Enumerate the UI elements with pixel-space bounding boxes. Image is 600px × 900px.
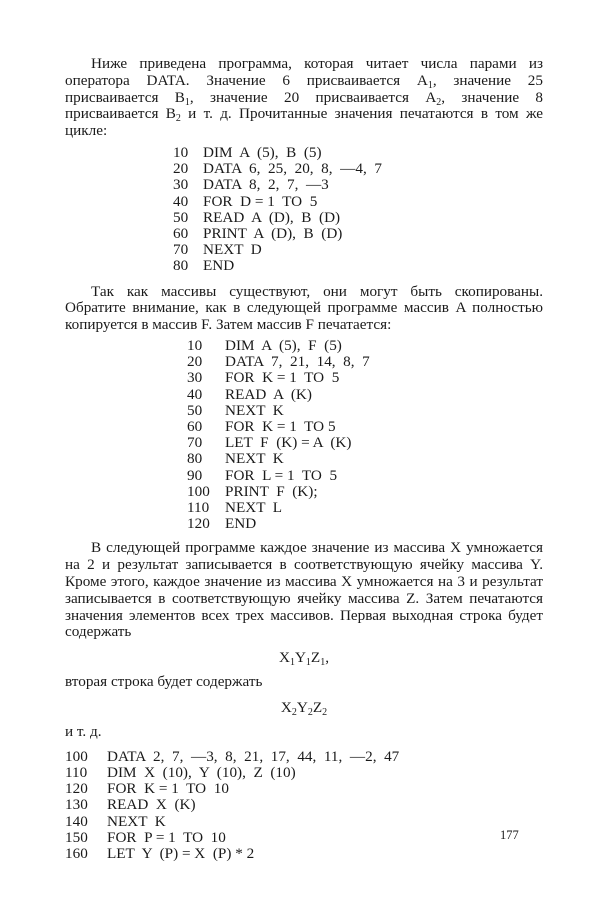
code-statement: DATA 6, 25, 20, 8, —4, 7 xyxy=(203,160,382,178)
code-line xyxy=(173,258,543,274)
code-line xyxy=(173,226,543,242)
code-statement: LET F (K) = A (K) xyxy=(225,434,352,452)
line-number: 50 xyxy=(187,401,203,419)
program-listing-3 xyxy=(65,749,543,862)
code-line xyxy=(187,451,543,467)
etc-text: и т. д. xyxy=(65,723,102,741)
subscript: 1 xyxy=(320,657,326,669)
code-statement: NEXT K xyxy=(225,401,284,419)
line-number: 40 xyxy=(187,385,203,403)
code-line xyxy=(65,797,543,813)
code-line xyxy=(65,846,543,862)
formula-second-line xyxy=(65,699,543,717)
line-number: 120 xyxy=(187,515,210,533)
line-number: 30 xyxy=(187,369,203,387)
subscript: 1 xyxy=(184,96,190,108)
intro-paragraph xyxy=(65,56,543,140)
code-line xyxy=(173,177,543,193)
code-line xyxy=(65,765,543,781)
code-statement: FOR K = 1 TO 10 xyxy=(107,780,229,798)
line-number: 20 xyxy=(187,353,203,371)
second-line-text: вторая строка будет содержать xyxy=(65,673,263,691)
code-statement: END xyxy=(225,515,257,533)
code-statement: END xyxy=(203,257,235,275)
code-statement: DIM A (5), F (5) xyxy=(225,337,342,354)
code-line xyxy=(65,781,543,797)
line-number: 140 xyxy=(65,812,88,830)
code-line xyxy=(187,419,543,435)
line-number: 100 xyxy=(65,747,88,765)
subscript: 2 xyxy=(322,707,328,719)
code-statement: LET Y (P) = X (P) * 2 xyxy=(107,845,255,863)
subscript: 1 xyxy=(427,79,433,91)
code-line xyxy=(187,354,543,370)
subscript: 2 xyxy=(307,707,313,719)
line-number: 110 xyxy=(65,764,88,782)
formula-var: X xyxy=(280,699,292,717)
line-number: 70 xyxy=(187,434,203,452)
program-listing-2 xyxy=(187,338,543,532)
program-listing-1 xyxy=(173,145,543,275)
subscript: 2 xyxy=(436,96,442,108)
code-statement: READ A (D), B (D) xyxy=(203,208,341,226)
intro-text-4: , значение 8 присваивается B xyxy=(65,88,544,123)
code-statement: FOR P = 1 TO 10 xyxy=(107,828,226,846)
multiply-paragraph: В следующей программе каждое значение из массива X умножается на 2 и результат записывается в соответствующую ячейку массива Y. Кроме этого, каждое значение из массива X умножается на 3 и результат записывается в соответствующую ячейку массива Z. Затем печатаются значения элементов всех трех массивов. Первая выходная строка будет содержать xyxy=(65,539,543,641)
code-line xyxy=(187,387,543,403)
line-number: 70 xyxy=(173,241,189,259)
line-number: 40 xyxy=(173,192,189,210)
code-line xyxy=(65,814,543,830)
line-number: 80 xyxy=(187,450,203,468)
code-line xyxy=(173,145,543,161)
intro-text-1: Ниже приведена программа, которая читает числа парами из оператора DATA. Значение 6 присваивается A xyxy=(65,55,543,89)
page-number: 177 xyxy=(500,828,519,842)
formula-punct: , xyxy=(325,649,329,667)
code-line xyxy=(187,516,543,532)
code-statement: PRINT A (D), B (D) xyxy=(203,225,343,242)
code-statement: FOR K = 1 TO 5 xyxy=(225,418,336,436)
formula-var: Y xyxy=(294,649,306,667)
line-number: 60 xyxy=(187,418,203,436)
code-line xyxy=(173,242,543,258)
code-line xyxy=(65,749,543,765)
code-statement: READ A (K) xyxy=(225,385,312,403)
intro-text-3: , значение 20 присваивается A xyxy=(189,88,437,106)
line-number: 20 xyxy=(173,160,189,178)
code-statement: NEXT L xyxy=(225,499,283,517)
code-statement: READ X (K) xyxy=(107,796,196,814)
line-number: 80 xyxy=(173,257,189,275)
code-statement: NEXT D xyxy=(203,241,262,259)
subscript: 1 xyxy=(289,657,295,669)
line-number: 110 xyxy=(187,499,210,517)
line-number: 10 xyxy=(187,337,203,354)
code-line xyxy=(187,484,543,500)
code-statement: DIM A (5), B (5) xyxy=(203,143,322,161)
code-statement: FOR K = 1 TO 5 xyxy=(225,369,340,387)
code-statement: DIM X (10), Y (10), Z (10) xyxy=(107,764,296,782)
page-content xyxy=(65,56,543,862)
code-statement: DATA 8, 2, 7, —3 xyxy=(203,176,329,194)
code-line xyxy=(187,435,543,451)
formula-first-line xyxy=(65,649,543,667)
code-statement: NEXT K xyxy=(225,450,284,468)
code-statement: DATA 7, 21, 14, 8, 7 xyxy=(225,353,370,371)
code-statement: PRINT F (K); xyxy=(225,482,318,500)
line-number: 120 xyxy=(65,780,88,798)
code-statement: DATA 2, 7, —3, 8, 21, 17, 44, 11, —2, 47 xyxy=(107,747,400,765)
code-line xyxy=(65,830,543,846)
intro-text-5: и т. д. Прочитанные значения печатаются в том же цикле: xyxy=(65,105,544,140)
code-line xyxy=(187,370,543,386)
code-line xyxy=(173,161,543,177)
formula-var: Z xyxy=(312,699,323,717)
code-line xyxy=(187,468,543,484)
intro-text-2: , значение 25 присваивается B xyxy=(65,71,543,106)
line-number: 90 xyxy=(187,466,203,484)
formula-var: Y xyxy=(296,699,308,717)
formula-var: X xyxy=(278,649,290,667)
code-statement: FOR L = 1 TO 5 xyxy=(225,466,338,484)
code-statement: NEXT K xyxy=(107,812,166,830)
line-number: 10 xyxy=(173,143,189,161)
subscript: 2 xyxy=(175,113,181,125)
line-number: 50 xyxy=(173,208,189,226)
code-line xyxy=(173,210,543,226)
subscript: 1 xyxy=(305,657,311,669)
code-statement: FOR D = 1 TO 5 xyxy=(203,192,318,210)
code-line xyxy=(187,403,543,419)
line-number: 30 xyxy=(173,176,189,194)
line-number: 150 xyxy=(65,828,88,846)
code-line xyxy=(187,338,543,354)
subscript: 2 xyxy=(291,707,297,719)
line-number: 130 xyxy=(65,796,88,814)
line-number: 160 xyxy=(65,845,88,863)
code-line xyxy=(187,500,543,516)
copy-paragraph: Так как массивы существуют, они могут быть скопированы. Обратите внимание, как в следующей программе массив A полностью копируется в массив F. Затем массив F печатается: xyxy=(65,282,543,334)
code-line xyxy=(173,194,543,210)
line-number: 100 xyxy=(187,482,210,500)
line-number: 60 xyxy=(173,225,189,242)
formula-var: Z xyxy=(310,649,321,667)
